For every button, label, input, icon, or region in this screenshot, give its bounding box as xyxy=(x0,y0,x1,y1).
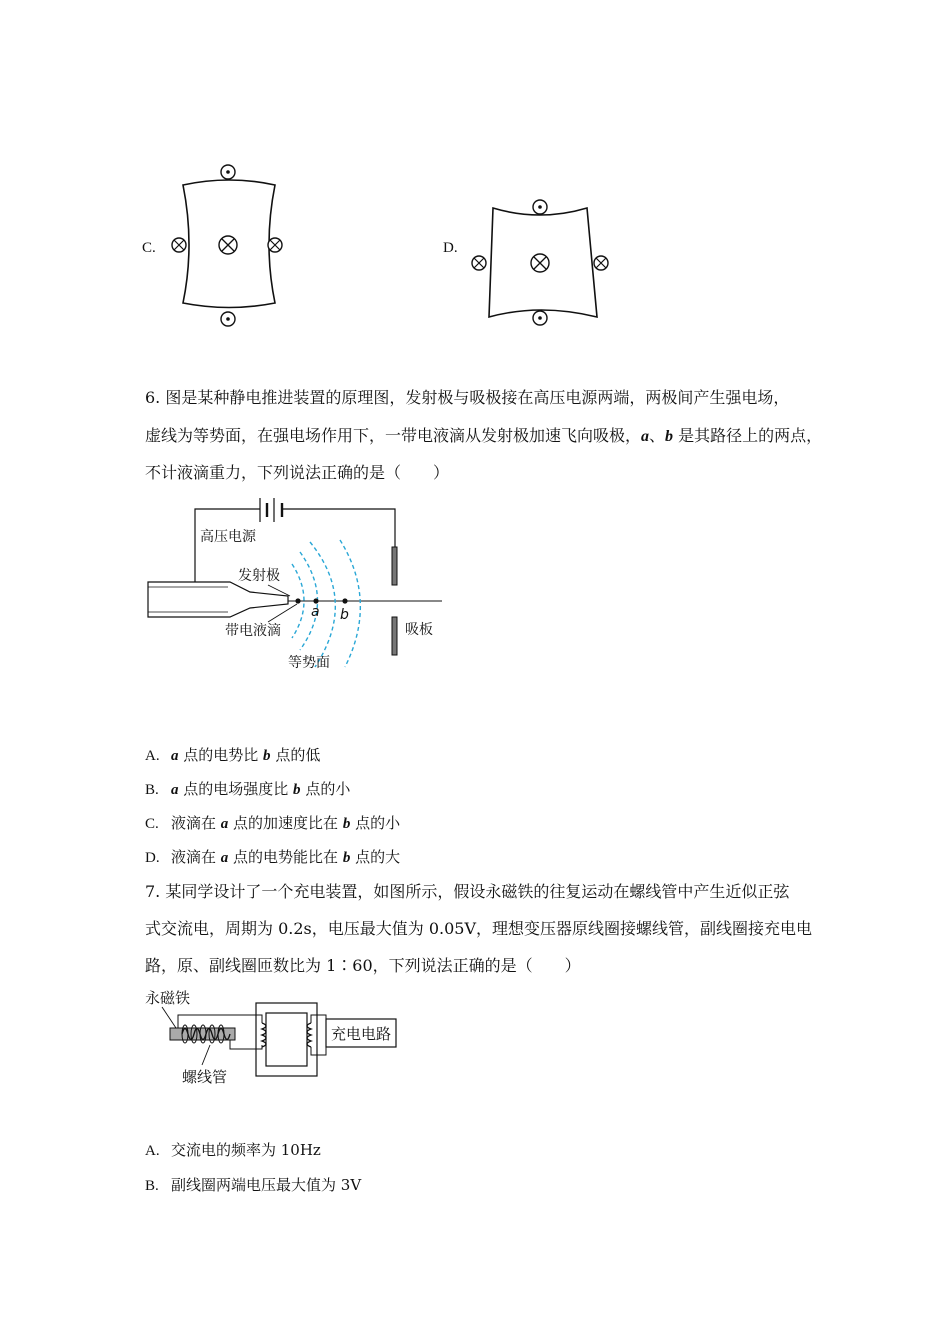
q7-stem-line3: 路，原、副线圈匝数比为 1∶60，下列说法正确的是（ ） xyxy=(145,956,581,975)
droplet-label: 带电液滴 xyxy=(225,623,281,639)
q6-stem-line2: 虚线为等势面，在强电场作用下，一带电液滴从发射极加速飞向吸极，a、b 是其路径上的两点， xyxy=(145,426,823,445)
figure-d-diagram xyxy=(465,195,615,335)
q6-stem-line3: 不计液滴重力，下列说法正确的是（ ） xyxy=(145,463,450,482)
point-a-label: a xyxy=(311,604,320,620)
figure-c-diagram xyxy=(165,160,295,330)
q6-stem-line1: 6. 图是某种静电推进装置的原理图，发射极与吸极接在高压电源两端，两极间产生强电场， xyxy=(145,388,790,407)
option-d-label: D. xyxy=(443,240,458,256)
q7-option-b[interactable]: B. 副线圈两端电压最大值为 3V xyxy=(145,1176,362,1194)
q6-diagram xyxy=(140,492,450,677)
q7-option-a[interactable]: A. 交流电的频率为 10Hz xyxy=(145,1141,321,1159)
q6-option-d[interactable]: D. 液滴在 a 点的电势能比在 b 点的大 xyxy=(145,848,401,866)
absorber-label: 吸板 xyxy=(405,622,433,638)
power-label: 高压电源 xyxy=(200,529,256,545)
q6-option-b[interactable]: B. a 点的电场强度比 b 点的小 xyxy=(145,780,351,798)
q7-stem-line1: 7. 某同学设计了一个充电装置，如图所示，假设永磁铁的往复运动在螺线管中产生近似正弦 xyxy=(145,882,790,901)
solenoid-label: 螺线管 xyxy=(182,1068,228,1086)
charging-label: 充电电路 xyxy=(331,1025,392,1043)
point-b-label: b xyxy=(340,607,349,623)
q7-stem-line2: 式交流电，周期为 0.2s，电压最大值为 0.05V，理想变压器原线圈接螺线管，副线圈接充电电 xyxy=(145,919,813,938)
q7-diagram xyxy=(140,985,410,1090)
magnet-label: 永磁铁 xyxy=(145,989,191,1007)
option-c-label: C. xyxy=(142,240,156,256)
emitter-label: 发射极 xyxy=(238,568,280,584)
q6-option-a[interactable]: A. a 点的电势比 b 点的低 xyxy=(145,746,321,764)
equipotential-label: 等势面 xyxy=(288,655,330,671)
q6-option-c[interactable]: C. 液滴在 a 点的加速度比在 b 点的小 xyxy=(145,814,401,832)
